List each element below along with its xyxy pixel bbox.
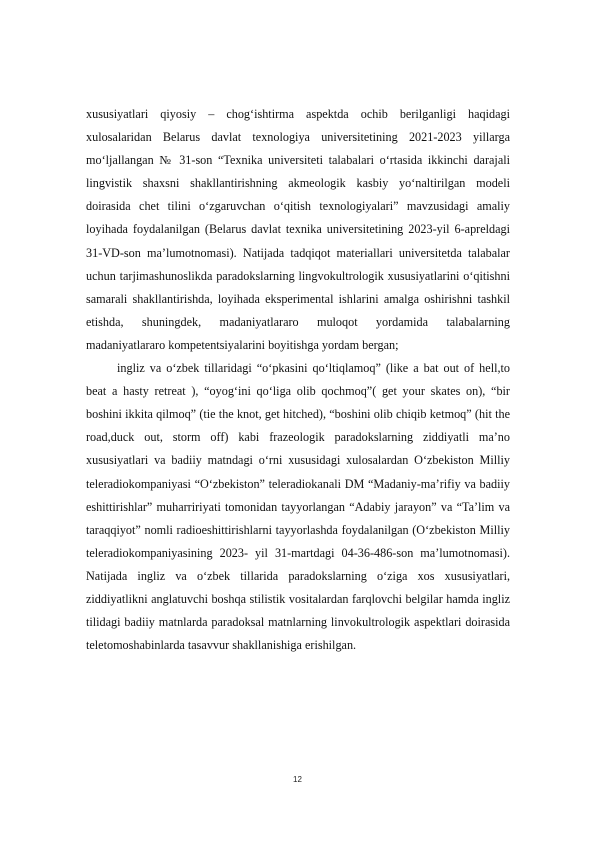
paragraph-1: xususiyatlari qiyosiy – chog‘ishtirma aspektda ochib berilganligi haqidagi xulosalaridan Belarus davlat texnologiya universitetining 2021-2023 yillarga mo‘ljallangan № 31-son “Texnika universiteti talabalari o‘rtasida ikkinchi darajali lingvistik shaxsni shakllantirishning akmeologik kasbiy yo‘naltirilgan modeli doirasida chet tilini o‘zgaruvchan o‘qitish texnologiyalari” mavzusidagi amaliy loyihada foydalanilgan (Belarus davlat texnika universitetining 2023-yil 6-apreldagi 31-VD-son ma’lumotnomasi). Natijada tadqiqot materiallari universitetda talabalar uchun tarjimashunoslikda paradokslarning lingvokultrologik xususiyatlarini o‘qitishni samarali shakllantirishda, loyihada eksperimental ishlarini amalga oshirishni tashkil etishda, shuningdek, madaniyatlararo muloqot yordamida talabalarning madaniyatlararo kompetentsiyalarini boyitishga yordam bergan;	[86, 107, 510, 352]
document-body	[86, 103, 510, 657]
page-number: 12	[293, 775, 302, 784]
paragraph-2: ingliz va o‘zbek tillaridagi “o‘pkasini qo‘ltiqlamoq” (like a bat out of hell,to beat a hasty retreat ), “oyog‘ini qo‘liga olib qochmoq”( get your skates on), “bir boshini ikkita qilmoq” (tie the knot, get hitched), “boshini olib chiqib ketmoq” (hit the road,duck out, storm off) kabi frazeologik paradokslarning ziddiyatli ma’no xususiyatlari va badiiy matndagi o‘rni xususidagi xulosalardan O‘zbekiston Milliy teleradiokompaniyasi “O‘zbekiston” teleradiokanali DM “Madaniy-ma’rifiy va badiiy eshittirishlar” muharririyati tomonidan tayyorlangan “Adabiy jarayon” va “Ta’lim va taraqqiyot” nomli radioeshittirishlarni tayyorlashda foydalanilgan (O‘zbekiston Milliy teleradiokompaniyasining 2023- yil 31-martdagi 04-36-486-son ma’lumotnomasi). Natijada ingliz va o‘zbek tillarida paradokslarning o‘ziga xos xususiyatlari, ziddiyatlikni anglatuvchi boshqa stilistik vositalardan farqlovchi belgilar hamda ingliz tilidagi badiiy matnlarda paradoksal matnlarning linvokultrologik aspektlari doirasida teletomoshabinlarda tasavvur shakllanishiga erishilgan.	[86, 361, 510, 653]
